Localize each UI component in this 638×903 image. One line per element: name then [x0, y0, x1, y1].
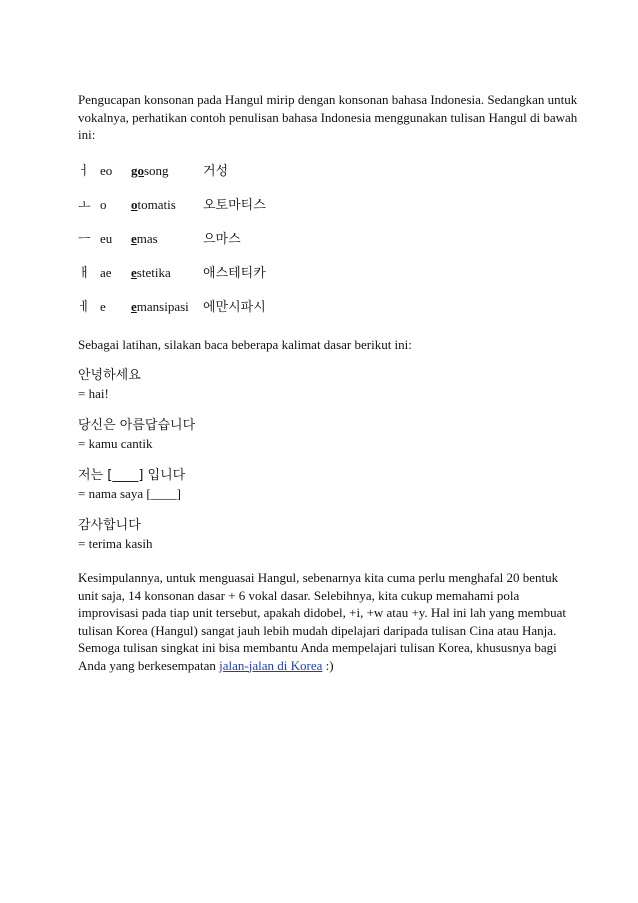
vowel-roman: eu	[100, 230, 113, 246]
vowel-hangul: ㅗ	[78, 197, 91, 213]
phrase-translation: = kamu cantik	[78, 436, 153, 451]
intro-paragraph: Pengucapan konsonan pada Hangul mirip dengan konsonan bahasa Indonesia. Sedangkan untuk vokalnya, perhatikan contoh penulisan bahasa Indonesia menggunakan tulisan Hangul di bawah ini:	[78, 92, 578, 142]
vowel-hangul: ㅡ	[78, 231, 91, 247]
document-page	[78, 91, 578, 687]
vowel-hangul-example: 오토마티스	[203, 197, 266, 213]
vowel-row	[78, 262, 578, 296]
phrase-korean: 안녕하세요	[78, 368, 141, 383]
practice-intro: Sebagai latihan, silakan baca beberapa kalimat dasar berikut ini:	[78, 336, 412, 352]
phrase-translation: = nama saya [____]	[78, 486, 181, 501]
vowel-roman: e	[100, 298, 106, 314]
vowel-hangul: ㅔ	[78, 299, 91, 315]
vowel-word-rest: song	[144, 162, 169, 178]
vowel-example-word	[131, 299, 203, 315]
vowel-hangul-example: 으마스	[203, 231, 241, 247]
vowel-underline: e	[131, 230, 137, 246]
vowel-row	[78, 228, 578, 262]
vowel-underline: o	[131, 196, 138, 212]
vowel-example-word	[131, 265, 203, 281]
vowel-underline: e	[131, 264, 137, 280]
korea-travel-link[interactable]: jalan-jalan di Korea	[219, 657, 323, 673]
vowel-word-rest: stetika	[136, 264, 171, 280]
phrase-item	[78, 367, 578, 403]
vowel-word-rest: mansipasi	[136, 298, 189, 314]
vowel-example-word	[131, 231, 203, 247]
phrase-item	[78, 467, 578, 503]
phrase-korean: 감사합니다	[78, 518, 141, 533]
vowel-underline: e	[131, 298, 137, 314]
vowel-underline: go	[131, 162, 144, 178]
vowel-hangul-example: 거성	[203, 163, 229, 179]
phrase-korean: 당신은 아름답습니다	[78, 418, 196, 433]
vowel-hangul-example: 에만시파시	[203, 299, 266, 315]
vowel-hangul: ㅐ	[78, 265, 91, 281]
phrase-item	[78, 417, 578, 453]
vowel-table	[78, 160, 578, 330]
conclusion-tail: :)	[322, 657, 334, 673]
vowel-word-rest: mas	[136, 230, 158, 246]
conclusion-paragraph	[78, 569, 578, 674]
vowel-hangul: ㅓ	[78, 163, 91, 179]
vowel-example-word	[131, 163, 203, 179]
phrase-translation: = terima kasih	[78, 536, 153, 551]
vowel-hangul-example: 애스테티카	[203, 265, 266, 281]
phrase-item	[78, 517, 578, 553]
vowel-roman: eo	[100, 162, 113, 178]
conclusion-text: Kesimpulannya, untuk menguasai Hangul, sebenarnya kita cuma perlu menghafal 20 bentuk unit saja, 14 konsonan dasar + 6 vokal dasar. Selebihnya, kita cukup memahami pola improvisasi pada tiap unit tersebut, apakah didobel, +i, +w atau +y. Hal ini lah yang membuat tulisan Korea (Hangul) sangat jauh lebih mudah dipelajari daripada tulisan Cina atau Hanja. Semoga tulisan singkat ini bisa membantu Anda mempelajari tulisan Korea, khususnya bagi Anda yang berkesempatan	[78, 570, 566, 673]
vowel-row	[78, 160, 578, 194]
vowel-row	[78, 296, 578, 330]
vowel-row	[78, 194, 578, 228]
phrase-korean: 저는 [____] 입니다	[78, 468, 186, 483]
vowel-roman: o	[100, 196, 107, 212]
vowel-word-rest: tomatis	[137, 196, 176, 212]
vowel-roman: ae	[100, 264, 112, 280]
phrase-translation: = hai!	[78, 386, 109, 401]
vowel-example-word	[131, 197, 203, 213]
